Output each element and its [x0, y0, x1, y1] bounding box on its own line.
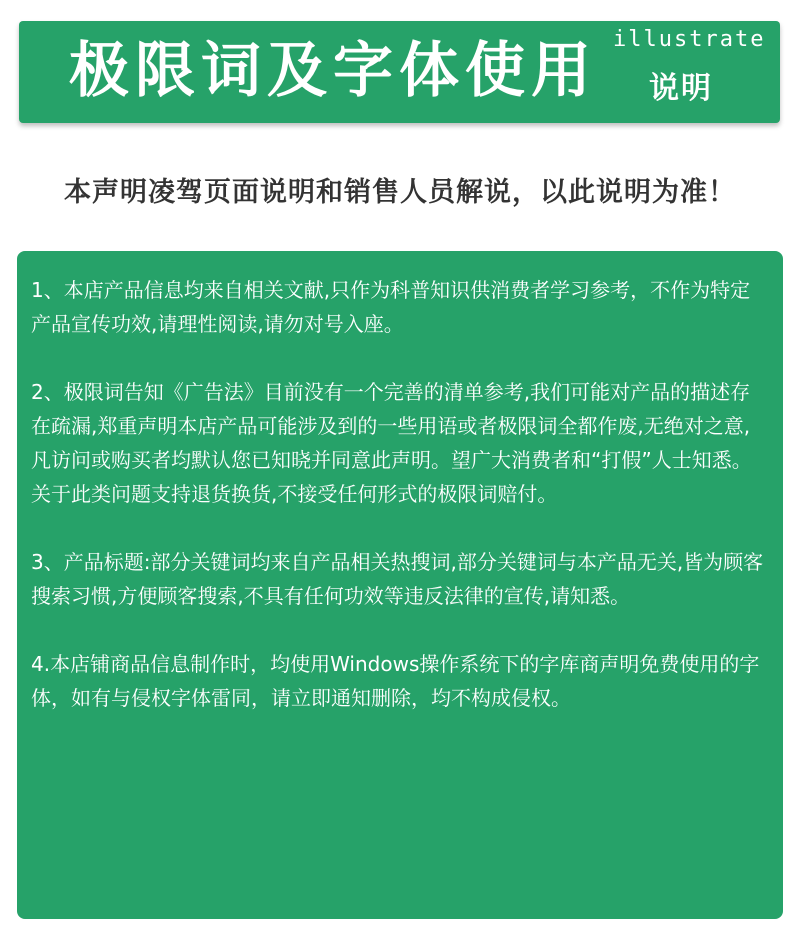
banner-title: 极限词及字体使用	[69, 36, 597, 106]
notice-statement: 本声明凌驾页面说明和销售人员解说，以此说明为准！	[64, 177, 736, 208]
statement-paragraph-4: 4.本店铺商品信息制作时，均使用Windows操作系统下的字库商声明免费使用的字体，如有与侵权字体雷同，请立即通知删除，均不构成侵权。	[31, 652, 760, 710]
statement-paragraph-3: 3、产品标题:部分关键词均来自产品相关热搜词,部分关键词与本产品无关,皆为顾客搜索习惯,方便顾客搜索,不具有任何功效等违反法律的宣传,请知悉。	[31, 550, 764, 608]
statement-panel	[17, 251, 783, 919]
header-banner	[19, 21, 780, 123]
banner-subtitle: 说明	[649, 71, 713, 106]
statement-paragraph-1: 1、本店产品信息均来自相关文献,只作为科普知识供消费者学习参考，不作为特定产品宣传功效,请理性阅读,请勿对号入座。	[31, 278, 751, 336]
statement-paragraph-2: 2、极限词告知《广告法》目前没有一个完善的清单参考,我们可能对产品的描述存在疏漏,郑重声明本店产品可能涉及到的一些用语或者极限词全都作废,无绝对之意,凡访问或购买者均默认您已知晓并同意此声明。望广大消费者和“打假”人士知悉。关于此类问题支持退货换货,不接受任何形式的极限词赔付。	[31, 380, 752, 506]
banner-illustrate-label: illustrate	[613, 27, 766, 52]
